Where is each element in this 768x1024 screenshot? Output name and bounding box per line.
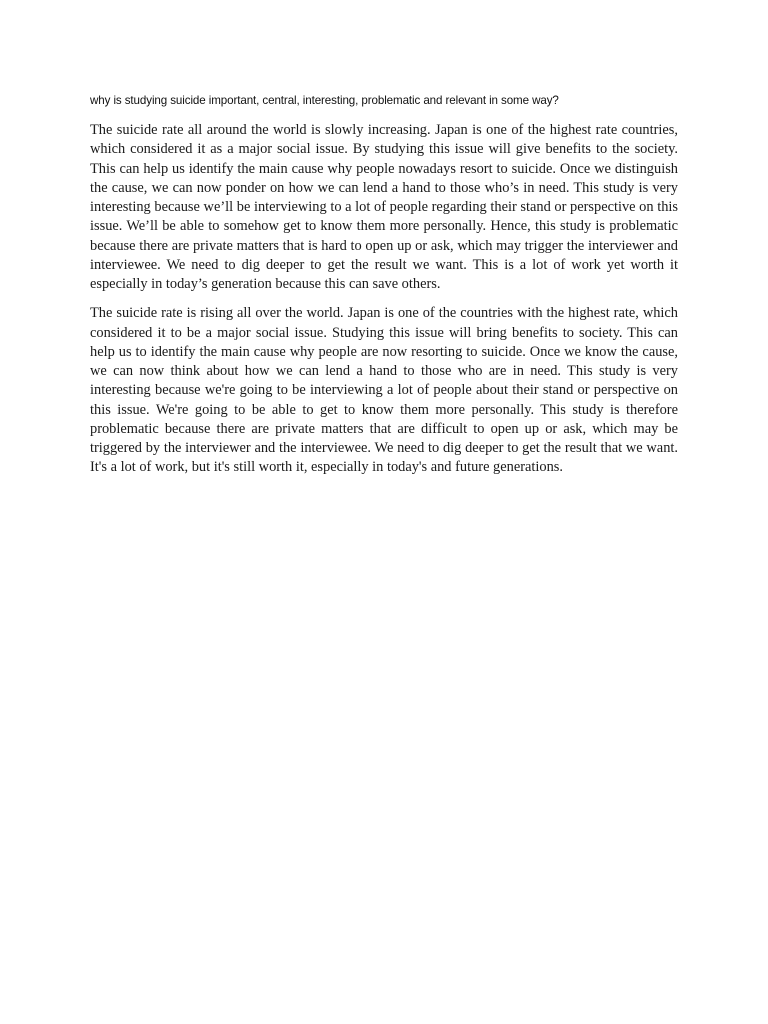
paragraph-original: The suicide rate all around the world is slowly increasing. Japan is one of the highest rate countries, which considered it as a major social issue. By studying this issue will give benefits to the society. This can help us identify the main cause why people nowadays resort to suicide. Once we distinguish the cause, we can now ponder on how we can lend a hand to those who’s in need. This study is very interesting because we’ll be interviewing to a lot of people regarding their stand or perspective on this issue. We’ll be able to somehow get to know them more personally. Hence, this study is problematic because there are private matters that is hard to open up or ask, which may trigger the interviewer and interviewee. We need to dig deeper to get the result we want. This is a lot of work yet worth it especially in today’s generation because this can save others. (90, 122, 678, 292)
document-body (90, 93, 678, 488)
question-heading: why is studying suicide important, central, interesting, problematic and relevant in some way? (90, 94, 559, 107)
paragraph-revised: The suicide rate is rising all over the world. Japan is one of the countries with the highest rate, which considered it to be a major social issue. Studying this issue will bring benefits to society. This can help us to identify the main cause why people are now resorting to suicide. Once we know the cause, we can now think about how we can lend a hand to those who are in need. This study is very interesting because we're going to be interviewing a lot of people about their stand or perspective on this issue. We're going to be able to get to know them more personally. This study is therefore problematic because there are private matters that are difficult to open up or ask, which may be triggered by the interviewer and the interviewee. We need to dig deeper to get the result that we want. It's a lot of work, but it's still worth it, especially in today's and future generations. (90, 305, 678, 476)
